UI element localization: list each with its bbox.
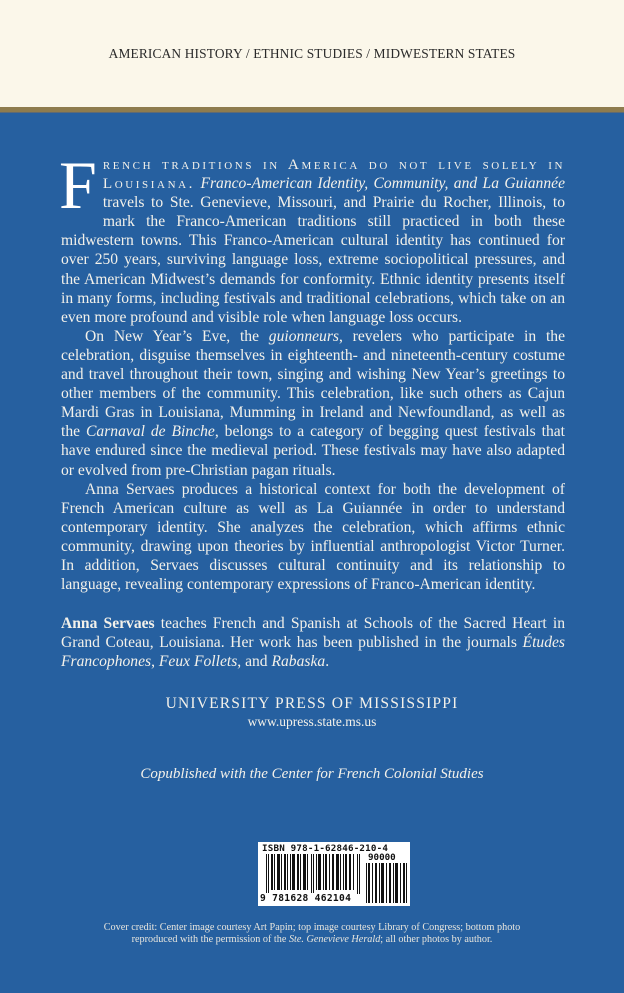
top-cream-band	[0, 0, 624, 107]
subject-categories: AMERICAN HISTORY / ETHNIC STUDIES / MIDWESTERN STATES	[108, 46, 516, 61]
paragraph-text: travels to Ste. Genevieve, Missouri, and Prairie du Rocher, Illinois, to mark the Franco-American traditions still practiced in both these midwestern towns. This Franco-American cultural identity has continued for over 250 years, surviving language loss, extreme sociopolitical pressures, and the American Midwest’s demands for conformity. Ethnic identity presents itself in many forms, including festivals and traditional celebrations, which take on an even more profound and visible role when language loss occurs.	[61, 194, 565, 326]
paragraph-text: , belongs to a category of begging quest festivals that have endured since the medieval period. These festivals may have also adapted or evolved from pre-Christian pagan rituals.	[61, 423, 565, 479]
drop-cap: F	[59, 147, 97, 223]
description-paragraph-3: Anna Servaes produces a historical context for both the development of French American culture as well as La Guiannée in order to understand contemporary identity. She analyzes the celebration, which affirms ethnic community, drawing upon theories by influential anthropologist Victor Turner. In addition, Servaes discusses cultural continuity and its relationship to language, revealing contemporary expressions of Franco-American identity.	[61, 480, 565, 594]
description-paragraph-1	[59, 147, 565, 327]
bio-text: , and	[237, 653, 272, 671]
publisher-url[interactable]: www.upress.state.ms.us	[247, 714, 377, 729]
isbn-number: ISBN 978-1-62846-210-4	[262, 843, 389, 854]
author-bio	[61, 614, 565, 671]
copublished-note: Copublished with the Center for French Colonial Studies	[140, 766, 484, 782]
opening-smallcaps: rench traditions in America do not live solely in Louisiana.	[102, 156, 565, 193]
herald-name: Ste. Genevieve Herald	[288, 934, 381, 946]
credit-text: ; all other photos by author.	[380, 934, 493, 946]
isbn-barcode	[258, 842, 410, 906]
journal-name: Rabaska	[271, 653, 326, 671]
description-paragraph-2	[61, 327, 565, 480]
publisher-name: UNIVERSITY PRESS OF MISSISSIPPI	[165, 695, 459, 712]
barcode-digits: 9 781628 462104	[260, 893, 352, 904]
carnaval-term: Carnaval de Binche	[86, 423, 215, 441]
paragraph-text: , revelers who participate in the celebration, disguise themselves in eighteenth- and nineteenth-century costume and travel throughout their town, singing and wishing New Year’s greetings to other members of the community. This celebration, like such others as Cajun Mardi Gras in Louisiana, Mumming in Ireland and Newfoundland, as well as the	[61, 327, 566, 441]
journal-name: Études Francophones	[61, 634, 565, 671]
bio-text: teaches French and Spanish at Schools of the Sacred Heart in Grand Coteau, Louisiana. Her work has been published in the journals	[61, 615, 565, 652]
cover-credit	[90, 922, 534, 947]
bio-text: .	[325, 653, 330, 671]
paragraph-text: On New Year’s Eve, the	[85, 327, 269, 345]
book-title: Franco-American Identity, Community, and La Guiannée	[200, 175, 565, 193]
bio-text: ,	[151, 653, 159, 671]
guionneurs-term: guionneurs	[268, 327, 339, 345]
price-barcode-icon	[366, 863, 408, 903]
barcode-bars-icon	[266, 854, 362, 894]
author-name: Anna Servaes	[61, 615, 155, 633]
publisher-block	[0, 695, 624, 730]
credit-text: Cover credit: Center image courtesy Art Papin; top image courtesy Library of Congress; bottom photo reproduced with the permission of the	[103, 922, 521, 946]
book-description	[59, 147, 566, 671]
journal-name: Feux Follets	[158, 653, 238, 671]
price-code: 90000	[368, 852, 396, 863]
